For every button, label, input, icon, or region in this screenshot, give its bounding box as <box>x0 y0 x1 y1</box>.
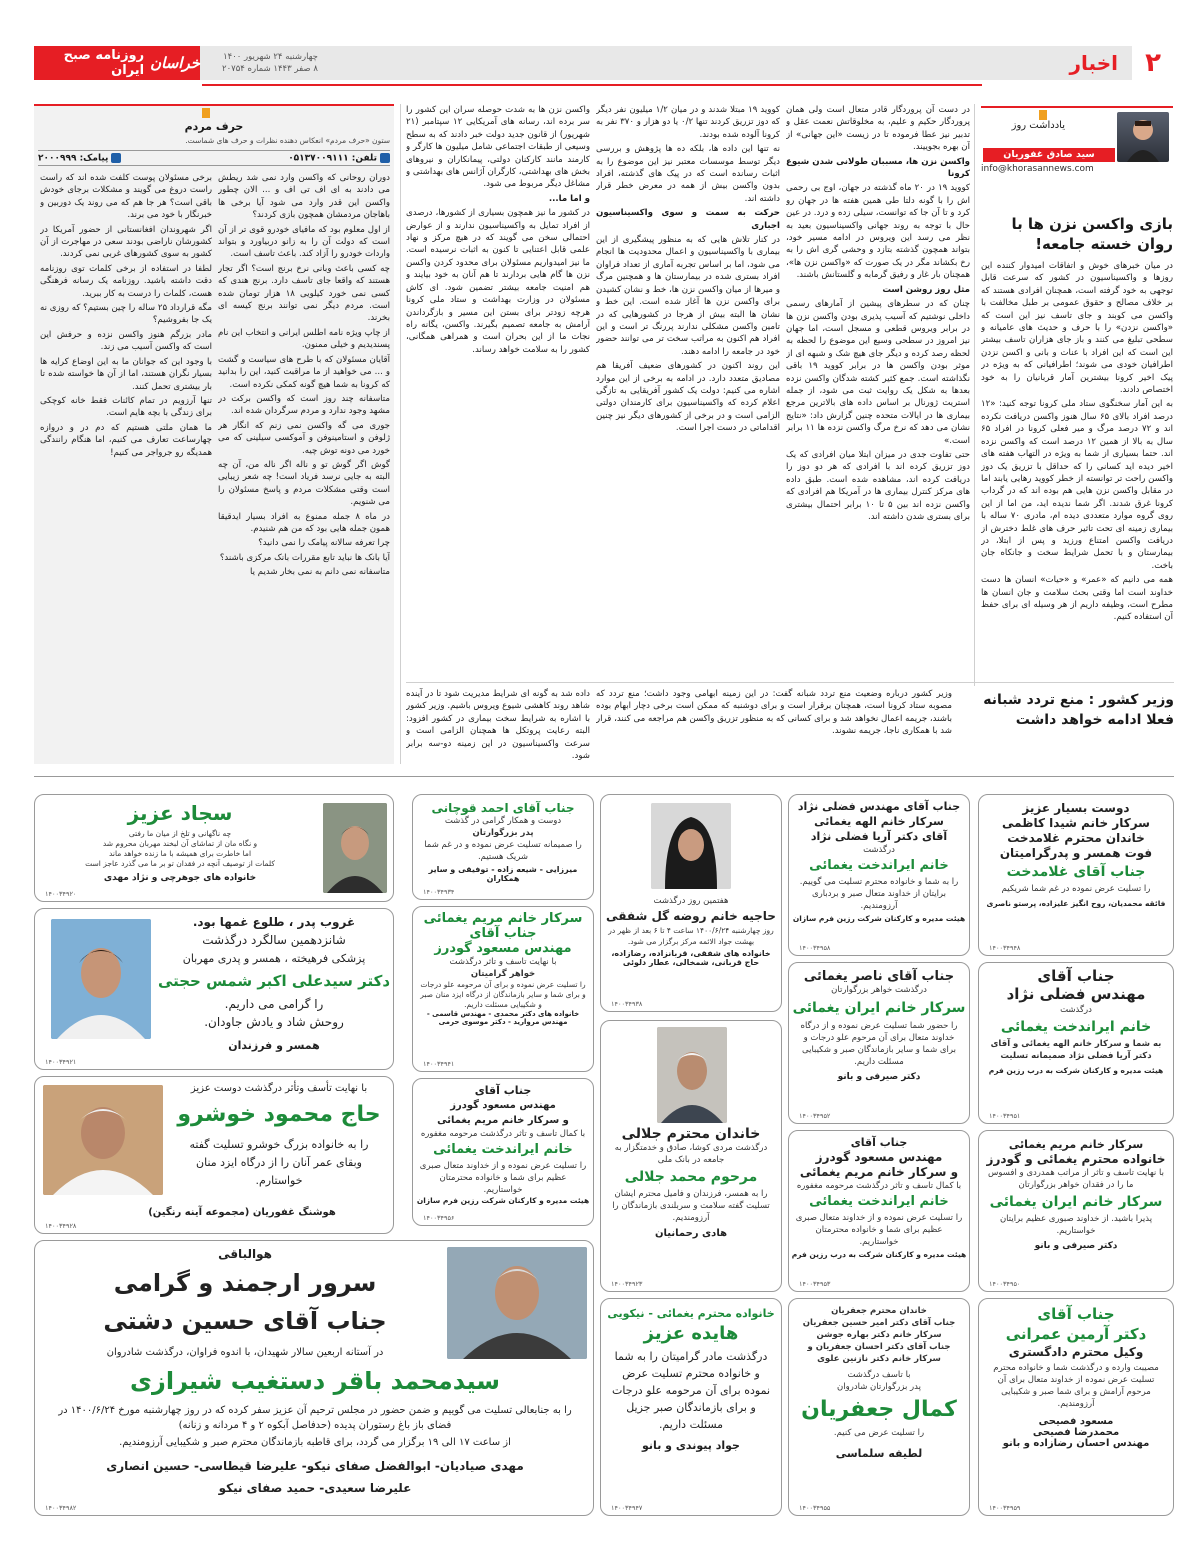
deceased-photo <box>51 919 151 1039</box>
people-item: چرا تعرفه سالانه پیامک را نمی دانید؟ <box>258 538 390 549</box>
notice-line: سرور ارجمند و گرامی <box>113 1269 377 1297</box>
notice-line: را به خانواده بزرگ خوشرو تسلیت گفته <box>189 1138 369 1151</box>
notice-signature: جواد پیوندی و بانو <box>642 1439 740 1452</box>
people-item: ما همان ملتی هستیم که دم در و دروازه چهارساعت تعارف می کنیم، اما هنگام رانندگی همدیگه رو جرواجر می کنیم! <box>40 422 212 458</box>
sms-icon <box>111 153 121 163</box>
notice-signature: هیئت مدیره و کارکنان شرکت به درب رزین فرم <box>988 1066 1164 1075</box>
notice-line: سرکار خانم دکتر نازنین علوی <box>817 1354 941 1364</box>
news-body <box>596 688 952 764</box>
column-paragraph: نه تنها این داده ها، بلکه ده ها پژوهش و بررسی دیگر توسط موسسات معتبر نیز این موضوع را به اثبات رسانده است که در پیک های گذشته، افراد بدون واکسن بیش از همه در معرض خطر قرار داشته اند. <box>596 144 780 204</box>
notice-signature: هیئت مدیره و کارکنان شرکت رزین فرم سازان <box>416 1196 590 1205</box>
notice-line: خانواده محترم یغمائی - نیکویی <box>607 1307 775 1320</box>
column-paragraph: در کشور ما نیز همچون بسیاری از کشورها، درصدی از افراد تمایل به واکسیناسیون ندارند و از عوارض احتمالی سخن می گویند که در هیچ مرکز و نهاد علمی قابل اعتنایی تا کنون به اثبات نرسیده است. ما نیز امیدواریم مسئولان برای محدود کردن واکسن نزن ها گام هایی بردارند تا هم آنان به خود بیایند و هم امنیت جامعه بیشتر تضمین شود. ای کاش مسئولان در وزارت بهداشت و ستاد ملی کرونا هرچه زودتر برای بستن این مسیر و بازگرداندن آرامش به جامعه تصمیم بگیرند. واکسن، یگانه راه نجات ما از این بحران است و همراهی همگانی، کشور را به سلامت خواهد رساند. <box>406 208 590 355</box>
notice-condolence-haideh <box>600 1298 782 1516</box>
notice-code: ۱۴۰۰۳۴۹۳۴ <box>423 888 455 896</box>
deceased-photo <box>447 1247 587 1359</box>
notice-signature: هیئت مدیره و کارکنان شرکت به درب رزین فرم <box>791 1250 967 1259</box>
notice-memorial-shafaghi <box>600 794 782 1012</box>
column-author: سید صادق غفوریان <box>983 148 1115 162</box>
column-paragraph: کووید ۱۹ در ۲۰ ماه گذشته در جهان، اوج بی رحمی اش را با گونه دلتا طی همین هفته ها در جهان رو کرد و تا آن جا که توانست، سیلی زده و درد. در عین حال با توجه به روند جهانی واکسیناسیون بعید به نظر می رسد این ویروس در ادامه مسیر خود، بتواند همچون گذشته بتازد و وحشی گری اش را به رخ بکشاند مگر در یک صورت که «واکسن نزن ها»، همچنان بار غار و رفیق گرمابه و گلستانش باشند. <box>786 183 970 281</box>
column-subheading: واکسن نزن ها، مسببان طولانی شدن شیوع کرونا <box>786 156 970 180</box>
notice-line: دوست بسیار عزیز <box>1022 801 1130 815</box>
notice-deceased-name: خانم ایراندخت یغمائی <box>809 858 949 873</box>
notice-line: جناب آقای حسین دشتی <box>103 1307 387 1335</box>
page-number: ۲ <box>1132 46 1174 80</box>
notice-signature: دکتر صیرفی و بانو <box>837 1072 921 1082</box>
notice-poem <box>45 829 315 869</box>
notice-line: خاندان محترم جعفریان <box>831 1306 927 1316</box>
notice-line: جناب آقای <box>1037 967 1115 985</box>
people-col-1 <box>218 172 390 758</box>
notice-signature: مسعود فصیحی <box>1038 1416 1114 1427</box>
column-paragraph: حتی تفاوت جدی در میزان ابتلا میان افرادی که یک دوز تزریق کرده اند با افرادی که هر دو دوز را دریافت کرده اند، مشاهده شده است. طبق داده های مرکز کنترل بیماری ها در آمریکا هم افرادی که واکسن نزده اند بین ۵ تا ۱۰ برابر احتمال بیشتری برای بستری شدن داشته اند. <box>786 449 970 522</box>
notice-line: آقای دکتر آریا فضلی نژاد <box>810 830 948 843</box>
notice-signature: فائقه محمدیان، روح انگیز علیزاده، پرستو ناصری <box>986 899 1166 908</box>
notice-code: ۱۴۰۰۳۴۹۵۲ <box>799 1112 831 1120</box>
notice-deceased-name: خانم ایراندخت یغمائی <box>809 1194 949 1209</box>
notice-line: را تسلیت عرض نموده و از خداوند متعال صبری عظیم برای شما و خانواده محترمتان خواستاریم. <box>795 1213 963 1247</box>
notice-recipient-name: هایده عزیز <box>643 1323 739 1344</box>
notice-line: سرکار خانم دکتر بهاره جوشن <box>816 1330 942 1340</box>
news-divider <box>406 682 1174 683</box>
deceased-photo <box>657 1027 727 1123</box>
people-item: برخی مسئولان پوست کلفت شده اند که راست راست دروغ می گویند و مشکلات برجای خودش باقی است؟ هر جا هم که می روند یک دوربین و خبرنگار با خود می برند. <box>40 173 212 221</box>
issue-number-line: ۸ صفر ۱۴۴۳ شماره ۲۰۷۵۴ <box>222 64 318 74</box>
people-item: مگه قرارداد ۲۵ ساله را چین بستیم؟ که روزی نه یک جا بفروشیم؟ <box>40 303 212 326</box>
notice-condolence-jafarian <box>788 1298 970 1516</box>
notice-condolence-kazemi <box>978 794 1174 956</box>
people-item: با وجود این که جوانان ما به این اوضاع کرایه ها بسیار نگران هستند، اما از آن ها خواسته شده تا بار بیشتری تحمل کنند. <box>40 356 212 392</box>
notice-deceased-name: حاجیه خانم روضه گل شفقی <box>606 909 776 923</box>
people-title: حرف مردم <box>184 120 244 133</box>
issue-date-line: چهارشنبه ۲۴ شهریور ۱۴۰۰ <box>223 52 318 62</box>
notice-code: ۱۴۰۰۳۴۹۵۶ <box>423 1214 455 1222</box>
notice-line: را به جنابعالی تسلیت می گوییم و ضمن حضور در مجلس ترحیم آن عزیز سفر کرده که در روز چهارشنبه مورخ ۱۴۰۰/۶/۲۴ در فضای باز باغ رستوران پدیده (حدفاصل آبکوه ۲ و ۴ مردانه و زنانه) <box>58 1405 572 1431</box>
notice-line: را حضور شما تسلیت عرض نموده و از درگاه خداوند متعال برای آن مرحوم علو درجات و برای شما و سایر بازماندگان صبر و شکیبایی مسئلت داریم. <box>800 1021 958 1067</box>
notice-deceased-name: کمال جعفریان <box>801 1397 957 1422</box>
brand-subtitle: روزنامه صبح ایران <box>63 48 145 78</box>
column-paragraph: در میان خبرهای خوش و اتفاقات امیدوار کننده این روزها و واکسیناسیون در کشور که سرعت قابل توجهی به خود گرفته است، همچنان افرادی هستند که بر خلاف مصالح و حقوق عمومی بر طبل مخالفت با واکسن می کوبند و جای تاسف نیز این است که «واکسن نزدن» را با حرف و حدیث های عامیانه و سطحی تبلیغ می کنند و باز جای هزاران تاسف بیشتر این است که این افراد با عنات و بانی و اکسن نزدن اطرافیان خودی می شوند؛ اطرافیانی که به ویژه در پیک اخیر کرونا بیشترین آمار قربانیان را به خود اختصاص دادند. <box>981 261 1173 396</box>
notice-deceased-name: سرکار خانم ایران یغمائی <box>989 1194 1163 1210</box>
notice-line: از ساعت ۱۷ الی ۱۹ برگزار می گردد، برای قاطبه بازماندگان محترم صبر و شکیبایی آرزومندیم. <box>119 1437 511 1448</box>
column-author-box <box>981 106 1173 188</box>
notice-line: با کمال تاسف و تاثر درگذشت مرحومه مغفوره <box>420 1129 586 1139</box>
deceased-photo <box>651 803 731 889</box>
notice-line: چه ناگهانی و تلخ از میان ما رفتی <box>128 829 232 838</box>
notice-line: جناب آقای <box>469 926 537 941</box>
notice-condolence-sajjad <box>34 794 394 902</box>
notice-code: ۱۴۰۰۳۴۹۵۵ <box>799 1504 831 1512</box>
notice-line: درگذشت <box>1060 1005 1092 1015</box>
notice-line: جناب آقای دکتر امیر حسین جعفریان <box>802 1318 956 1328</box>
notice-code: ۱۴۰۰۳۴۹۲۸ <box>45 1222 77 1230</box>
column-paragraph: چنان که در سطرهای پیشین از آمارهای رسمی داخلی نوشتیم که آسیب پذیری بودن واکسن نزن ها در برابر ویروس قطعی و مسجل است، اما جهان نیز امروز در سطحی وسیع این موضوع را لحظه به لحظه رصد کرده و دیگر جای هیچ شک و شبهه ای از موثر بودن واکسن ها در برابر کووید ۱۹ باقی نگذاشته است. جمع کثیر کشته شدگان واکسن نزده بعدها به شکل یک روایت ثبت می شود، از جمله استریت ژورنال بر اساس داده های بالاترین مرجع بیماری ها در ایالات متحده چنین گزارش داد: «نتایج نشان می دهد که نرخ مرگ واکسن نزده ها ۱۱ برابر است.» <box>786 299 970 446</box>
notice-signature: مهندس احسان رضازاده و بانو <box>1002 1438 1150 1449</box>
notice-signature: میرزایی - شیعه زاده - توفیقی و سایر همکاران <box>428 865 578 883</box>
notice-code: ۱۴۰۰۳۴۹۴۱ <box>423 1060 455 1068</box>
news-title: وزیر کشور : منع تردد شبانه فعلا ادامه خواهد داشت <box>983 692 1174 728</box>
column-paragraph: واکسن نزن ها به شدت حوصله سران این کشور را سر برده اند، رسانه های آمریکایی ۱۲ سپتامبر (۲۱ شهریور) از قانون جدید دولت خبر دادند که به سطح وسیعی از طبقات اجتماعی شامل میلیون ها کارگر و کارمند مانند کارکنان دولتی، پیمانکاران و نیروهای بخش های بهداشتی، کارگران آژانس های بهداشتی و مشاغل دیگر مربوط می شود. <box>406 105 590 190</box>
notice-line: هفتمین روز درگذشت <box>653 896 729 906</box>
notice-line: شانزدهمین سالگرد درگذشت <box>202 933 346 947</box>
notice-signature: خانواده های شفقی، قربانزاده، رضازاده، حاج قربانی، شمخالی، عطار دلوئی <box>611 949 771 967</box>
notice-line: سرکار خانم شیدا کاظمی <box>1002 816 1150 830</box>
column-subheading: مثل روز روشن است <box>882 284 970 295</box>
column-paragraph: کووید ۱۹ مبتلا شدند و در میان ۱/۲ میلیون نفر دیگر که دوز تزریق کردند تنها ۰/۲ یا دو هزار و ۳۷۰ نفر به کرونا آلوده شده بودند. <box>596 105 780 140</box>
notice-condolence-razin <box>788 794 970 956</box>
notice-deceased-name: سجاد عزیز <box>127 801 233 825</box>
people-item: دوران روحانی که واکسن وارد نمی شد ریطش می دادند به ای اف تی اف و ... الان چطور واکسن این قدر وارد می شود آیا برخی ها باهاجان مردمشان همچون بازی کردند؟ <box>218 173 390 221</box>
notice-line: خاندان محترم غلامدخت <box>1007 831 1145 845</box>
notice-line: درگذشت مردی کوشا، صادق و خدمتگزار به جامعه در بانک ملی <box>614 1143 768 1165</box>
column-paragraph: در دست آن پروردگار قادر متعال است ولی همان پروردگار حکیم و علیم، به مخلوقاتش نعمت عقل و تدبیر نیز عطا فرموده تا در زیست «این جهانی» از آن بهره بجوییند. <box>786 105 970 153</box>
notice-signature: همسر و فرزندان <box>228 1039 320 1052</box>
notice-code: ۱۴۰۰۳۴۹۲۰ <box>45 890 77 898</box>
notice-line: پدر بزرگوارتان شادروان <box>837 1382 921 1392</box>
notice-deceased-name: خواهر گرامیتان <box>470 969 536 979</box>
notice-line: درگذشت مادر گرامیتان را به شما و خانواده محترم تسلیت عرض نموده برای آن مرحومه علو درجات و برای بازماندگان صبر جزیل مسئلت داریم. <box>611 1350 771 1431</box>
column-marker <box>1039 110 1047 120</box>
notice-line: جناب آقای <box>474 1084 532 1097</box>
notice-line: روز چهارشنبه ۱۴۰۰/۶/۲۴ ساعت ۴ تا ۶ بعد از ظهر در بهشت جواد الائمه مرکز برگزار می شود. <box>608 926 774 946</box>
people-item: اگر شهروندان افغانستانی از حضور آمریکا در کشورشان ناراضی بودند سعی در مهاجرت از آن کشور به سوی کشورهای غربی نمی کردند. <box>40 224 212 260</box>
notice-line: و نگاه مان از تماشای آن لبخند مهربان محروم شد <box>102 839 258 848</box>
people-item: تنها آرزویم در تمام کائنات فقط خانه کوچکی برای زندگی با بچه هایم است. <box>40 395 212 419</box>
notice-deceased-name: سیدمحمد باقر دستغیب شیرازی <box>130 1367 500 1395</box>
notice-condolence-fazlinejad <box>978 962 1174 1124</box>
notice-line: و سرکار خانم مریم یغمائی <box>799 1165 959 1179</box>
notice-line: درگذشت <box>863 845 895 855</box>
notice-line: در آستانه اربعین سالار شهیدان، با اندوه فراوان، درگذشت شادروان <box>106 1347 384 1358</box>
notice-line: با نهایت تاسف و تاثر از مراتب همدردی و افسوس ما را در فقدان خواهر بزرگوارتان <box>988 1168 1164 1190</box>
people-item: متاسفانه نمی دانم به نمی بخار شدیم یا <box>249 567 390 578</box>
notice-condolence-maryam-yaghmaei <box>412 906 594 1072</box>
notice-line: را تسلیت عرض نموده و برای آن مرحومه علو درجات و برای شما و سایر بازماندگان از درگاه ایزد منان صبر و شکیبایی مسئلت داریم. <box>420 980 586 1009</box>
header-rule <box>202 84 982 86</box>
notice-code: ۱۴۰۰۳۴۹۸۲ <box>45 1504 77 1512</box>
notice-anniversary-shams-hojati <box>34 908 394 1070</box>
notice-line: روحش شاد و یادش جاودان. <box>204 1015 344 1029</box>
people-box <box>34 104 394 764</box>
notice-signature: هیئت مدیره و کارکنان شرکت رزین فرم سازان <box>792 914 966 923</box>
notice-line: مهندس مسعود گودرز <box>815 1150 943 1164</box>
column-body-3 <box>596 104 780 678</box>
notice-line: خواستارم. <box>255 1174 303 1187</box>
people-subtitle: ستون «حرف مردم» انعکاس دهنده نظرات و حرف های شماست. <box>185 136 390 145</box>
notice-line: با تاسف درگذشت <box>847 1370 911 1380</box>
notice-line: پذیرا باشید. از خداوند صبوری عظیم برایتان خواستاریم. <box>999 1214 1153 1236</box>
notice-line: جناب آقای مهندس فضلی نژاد <box>797 800 961 813</box>
notice-line: جناب آقای دکتر احسان جعفریان و <box>807 1342 951 1352</box>
people-item: گوش اگر گوش تو و ناله اگر ناله من، آن چه البته به جایی نرسد فریاد است! چه شعر زیبایی است وقتی مشکلات مردم و پاسخ مسئولان را می شنویم. <box>218 459 390 508</box>
notice-signature: دکتر صیرفی و بانو <box>1034 1241 1118 1251</box>
notice-deceased-name: دکتر سیدعلی اکبر شمس حجتی <box>157 972 391 990</box>
notice-signature: محمدرضا فصیحی <box>1032 1427 1120 1438</box>
notice-line: را گرامی می داریم. <box>224 997 324 1011</box>
column-paragraph: در کنار تلاش هایی که به منظور پیشگیری از این بیماری با واکسیناسیون و اعمال محدودیت ها انجام می شود، اما بر اساس تجربه آماری از تعداد فراوان افراد بستری شده در بیمارستان ها و همچنین مرگ و میرها از میان واکسن نزن ها، خط و نشان کشیدن برای واکسن نزن ها آغاز شده است. این خط و نشان ها البته بیش از هرجا در کشورهایی که در تامین واکسن مشکلی ندارند پررنگ تر است و این افراد هم اکنون به مراتب سخت تر می توانند حضور خود در جامعه را ادامه دهند. <box>596 235 780 357</box>
author-email[interactable]: info@khorasannews.com <box>981 164 1094 174</box>
people-item: آقایان مسئولان که با طرح های سیاست و گشت و ... می خواهید از ما مراقبت کنید، این را بدانید که کرونا به شما هیچ گونه کمکی نکرده است. <box>218 354 390 390</box>
notice-line: و سرکار خانم مریم یغمائی <box>437 1115 569 1126</box>
notice-condolence-khoshro <box>34 1076 394 1234</box>
notice-deceased-name: پدر بزرگوارتان <box>472 828 534 838</box>
column-paragraph: این روند اکنون در کشورهای ضعیف آفریقا هم مصادیق متعدد دارد. در ادامه به برخی از این موارد اشاره می کنیم: دولت یک کشور آفریقایی به تازگی اعلام کرده که واکسیناسیون برای کارمندان دولتی الزامی است و در برخی از کشورهای دیگر نیز چنین اقداماتی در دست اجرا است. <box>596 361 780 434</box>
sms-contact[interactable]: پیامک: ۲۰۰۰۹۹۹ <box>38 153 121 164</box>
notice-line: جناب آقای احمد قوچانی <box>431 801 575 815</box>
notice-condolence-naser-yaghmaei <box>788 962 970 1124</box>
brand-logo[interactable] <box>34 46 200 80</box>
column-divider <box>974 104 975 686</box>
notice-signature: علیرضا سعیدی- حمید صفای نیکو <box>218 1481 412 1495</box>
notice-line: جناب آقای <box>1037 1305 1115 1323</box>
page-header <box>34 46 1174 80</box>
people-item: از اول معلوم بود که مافیای خودرو قوی تر از آن است که دولت آن را به زانو دربیاورد و بتواند واردات خودرو را آزاد کند. باعث تاسف است. <box>218 224 390 260</box>
notice-code: ۱۴۰۰۳۴۹۵۱ <box>989 1112 1021 1120</box>
notice-signature: لطیفه سلماسی <box>835 1447 923 1460</box>
notice-signature: هادی رحمانیان <box>654 1228 728 1239</box>
notice-line: را تسلیت عرض می کنیم. <box>833 1428 925 1438</box>
notice-line: با نهایت تأسف وتأثر درگذشت دوست عزیز <box>190 1083 368 1094</box>
notice-code: ۱۴۰۰۳۴۹۵۸ <box>799 944 831 952</box>
notice-line: کلمات از توصیف آنچه در فقدان تو بر ما می گذرد عاجز است <box>85 859 275 868</box>
people-item: جوری می گه واکسن نمی زنم که انگار هر ژلوفن و استامینوفن و آموکسی سیلینی که می خورد می دونه توش چیه. <box>218 420 390 456</box>
people-contact-bar <box>38 150 390 166</box>
notice-condolence-jalali <box>600 1020 782 1292</box>
issue-date <box>222 51 318 75</box>
brand-logo-mark: خراسان <box>150 54 200 72</box>
notice-line: سرکار خانم الهه یغمائی <box>814 815 944 828</box>
column-body-2 <box>786 104 970 678</box>
notice-deceased-name: حاج محمود خوشرو <box>177 1102 381 1127</box>
notice-code: ۱۴۰۰۳۴۹۵۹ <box>989 1504 1021 1512</box>
notice-signature: مهدی صیادیان- ابوالفضل صفای نیکو- علیرضا قیطاسی- حسین انصاری <box>106 1459 524 1473</box>
notice-code: ۱۴۰۰۳۴۹۴۸ <box>989 944 1021 952</box>
notice-line: خانواده محترم یغمائی و گودرز <box>986 1152 1166 1166</box>
people-marker <box>202 108 210 118</box>
notice-deceased-name: خانم ایراندخت یغمائی <box>433 1142 573 1157</box>
phone-contact[interactable]: تلفن: ۰۵۱۳۷۰۰۹۱۱۱ <box>288 153 390 164</box>
column-subheading: و اما ما... <box>548 193 590 204</box>
people-item: از چاپ ویژه نامه اطلس ایرانی و انتخاب این نام پسندیدیم و خیلی ممنون. <box>218 327 390 351</box>
people-item: آیا بانک ها نباید تابع مقررات بانک مرکزی باشند؟ <box>219 552 390 563</box>
people-rule <box>34 104 394 106</box>
notice-recipient-name: دکتر آرمین عمرانی <box>1005 1325 1147 1343</box>
news-paragraph: داده شد به گونه ای شرایط مدیریت شود تا در آینده شاهد روند کاهشی شیوع ویروس باشیم. وزیر کشور با اشاره به شرایط سخت بیماری در کشور افزود: البته رعایت پروتکل ها همچنان الزامی است و سرعت واکسیناسیون در این زمینه دو-سه برابر شود. <box>406 689 590 762</box>
notice-line: را صمیمانه تسلیت عرض نموده و در غم شما شریک هستیم. <box>424 840 582 862</box>
notice-code: ۱۴۰۰۳۴۹۲۳ <box>611 1280 643 1288</box>
column-body <box>981 260 1173 678</box>
notice-deceased-name: سرکار خانم ایران یغمائی <box>792 1000 966 1016</box>
notice-line: سرکار خانم مریم یغمائی <box>423 911 583 926</box>
notice-deceased-name: مرحوم محمد جلالی <box>624 1169 758 1185</box>
notice-code: ۱۴۰۰۳۴۹۵۰ <box>989 1280 1021 1288</box>
notice-condolence-yaghmaei-goodarz <box>978 1130 1174 1292</box>
people-col-2 <box>40 172 212 758</box>
notice-condolence-razin-2 <box>412 1078 594 1226</box>
notice-line: را تسلیت عرض نموده در غم شما شریکیم <box>1001 884 1151 894</box>
notice-line: اما خاطرت برای همیشه با ما زنده خواهد ماند <box>108 849 252 858</box>
author-photo <box>1117 112 1169 162</box>
notice-line: درگذشت خواهر بزرگوارتان <box>831 985 927 995</box>
notice-line: وکیل محترم دادگستری <box>1008 1345 1144 1359</box>
notice-condolence-ghouchani <box>412 794 594 900</box>
people-item: مادر بزرگم هنوز واکسن نزده و حرفش این است که واکسن آسیب می زند. <box>40 329 212 353</box>
notice-line: هوالباقی <box>218 1247 272 1261</box>
deceased-photo <box>323 803 387 893</box>
notice-deceased-name: جناب آقای غلامدخت <box>1006 864 1146 880</box>
notice-condolence-omrani <box>978 1298 1174 1516</box>
people-item: در ماه ۸ جمله ممنوع به افراد بسیار ایدقیقا همون جمله هایی بود که من هم شنیدم. <box>218 511 390 534</box>
people-item: لطفا در استفاده از برخی کلمات توی روزنامه دقت داشته باشید. روزنامه یک رسانه فرهنگی هست، کلمات را درست به کار ببرید. <box>40 263 212 299</box>
column-body-4 <box>406 104 590 678</box>
notice-line: خاندان محترم جلالی <box>621 1126 761 1142</box>
ads-divider <box>34 776 1174 777</box>
notice-signature: خانواده های جوهرچی و نژاد مهدی <box>103 873 257 883</box>
deceased-photo <box>43 1085 163 1195</box>
section-divider <box>400 104 401 764</box>
notice-line: مهندس مسعود گودرز <box>450 1100 556 1111</box>
notice-signature: خانواده های دکتر محمدی - مهندس قاسمی - مهندس مروارید - دکتر موسوی حرمی <box>426 1010 580 1026</box>
section-title: اخبار <box>1069 51 1118 75</box>
notice-line: مصیبت وارده و درگذشت شما و خانواده محترم تسلیت عرض نموده از خداوند متعال برای آن مرحوم آرامش و برای شما صبر و شکیبایی آرزومندیم. <box>993 1363 1159 1409</box>
column-subheading: حرکت به سمت و سوی واکسیناسیون اجباری <box>596 208 780 231</box>
people-item: متاسفانه چند روز است که واکسن برکت در مشهد وجود ندارد و مردم سرگردان شده اند. <box>218 393 390 417</box>
column-paragraph: به این آمار سخنگوی ستاد ملی کرونا توجه کنید: «۱۲ درصد افراد بالای ۶۵ سال هنوز واکسن دریافت نکرده اند و ۷۲ درصد مرگ و میر فعلی کرونا در افراد ۶۵ سال به بالا از همین ۱۲ درصد است که واکسن نزده اند. حتما بسیاری از شما به ویژه در التهاب هفته های اخیر دیده اید کسانی را که حداقل با تزریق یک دوز واکسن راحت تر توانسته از خطر کووید رهایی یابند اما در مقابل واکسن نزن هایی هم بوده اند که در گرداب کرونا غرق شدند. اگر شما ندیده اید، من اما از این روی گروه موارد متعددی دیده ام، مادری ۷۰ ساله با بیماری زمینه ای تحت تاثیر حرف های غلط دخترش از دریافت واکسن امتناع ورزید و پس از ابتلا، در بیمارستان و با تحمل شرایط سخت و جانکاه جان باخت. <box>981 399 1173 571</box>
notice-line: به شما و سرکار خانم الهه یغمائی و آقای دکتر آریا فضلی نژاد صمیمانه تسلیت <box>990 1039 1162 1061</box>
notice-line: جناب آقای <box>850 1136 908 1149</box>
notice-line: مهندس مسعود گودرز <box>434 941 572 956</box>
column-title: بازی واکسن نزن ها با روان خسته جامعه! <box>1011 215 1173 253</box>
notice-line: را به شما و خانواده محترم تسلیت می گوییم. برایتان از خداوند متعال صبر و بردباری آرزومندیم. <box>799 877 959 911</box>
notice-line: با نهایت تاسف و تاثر درگذشت <box>449 957 557 967</box>
notice-code: ۱۴۰۰۳۴۹۴۷ <box>611 1504 643 1512</box>
notice-line: جناب آقای ناصر یغمائی <box>803 969 955 984</box>
people-item: چه کسی باعث وبانی نرخ برنج است؟ اگر تجار هستند که واقعا جای تاسف دارد. برنج هندی که کسی نمی خورد کیلویی ۱۸ هزار تومان شده است. مردم دیگر نمی توانند برنج کیسه ای بخرند. <box>218 263 390 324</box>
notice-line: با کمال تاسف و تاثر درگذشت مرحومه مغفوره <box>796 1181 962 1191</box>
notice-deceased-name: خانم ایراندخت یغمائی <box>1000 1019 1152 1035</box>
news-body-2 <box>406 688 590 764</box>
notice-line: غروب پدر ، طلوع غمها بود. <box>192 915 356 929</box>
notice-line: فوت همسر و پدرگرامیتان <box>999 846 1153 860</box>
notice-signature: هوشنگ غفوریان (مجموعه آینه رنگین) <box>148 1207 336 1218</box>
news-paragraph: وزیر کشور درباره وضعیت منع تردد شبانه گفت: در این زمینه ابهامی وجود داشت؛ منع تردد که مصوبه ستاد کرونا است، همچنان برقرار است و برای دوشنبه که ممکن است برخی دچار ابهام بوده باشند، جریمه اعمال نخواهد شد و برای کسانی که به منظور تزریق واکسن هم مراجعه می کنند، قرار شد با همکاری ناجا، جریمه نشوند. <box>596 689 952 737</box>
notice-code: ۱۴۰۰۳۴۹۳۸ <box>611 1000 643 1008</box>
notice-line: دوست و همکار گرامی در گذشت <box>444 816 562 826</box>
column-label: یادداشت روز <box>1011 120 1065 131</box>
notice-line: سرکار خانم مریم یغمائی <box>1008 1138 1144 1151</box>
notice-code: ۱۴۰۰۳۴۹۵۳ <box>799 1280 831 1288</box>
notice-line: مهندس فضلی نژاد <box>1006 985 1146 1003</box>
notice-condolence-dashti <box>34 1240 594 1516</box>
notice-line: پزشکی فرهیخته ، همسر و پدری مهربان <box>182 952 366 965</box>
notice-line: را به همسر، فرزندان و فامیل محترم ایشان تسلیت گفته سلامت و سربلندی بازماندگان را آرزومندیم. <box>612 1189 770 1223</box>
column-rule <box>981 106 1173 108</box>
notice-condolence-goodarz <box>788 1130 970 1292</box>
notice-code: ۱۴۰۰۳۴۹۲۱ <box>45 1058 77 1066</box>
notice-line: وبقای عمر آنان را از درگاه ایزد منان <box>196 1156 362 1169</box>
column-paragraph: همه می دانیم که «عمر» و «حیات» انسان ها دست خداوند است اما وقتی بحث سلامت و جان انسان ها مطرح است، وظیفه داریم از هر وسیله ای برای حفظ آن استفاده کنیم. <box>981 575 1173 623</box>
notice-line: را تسلیت عرض نموده و از خداوند متعال صبری عظیم برای شما و خانواده محترمتان خواستاریم. <box>419 1161 587 1195</box>
phone-icon <box>380 153 390 163</box>
